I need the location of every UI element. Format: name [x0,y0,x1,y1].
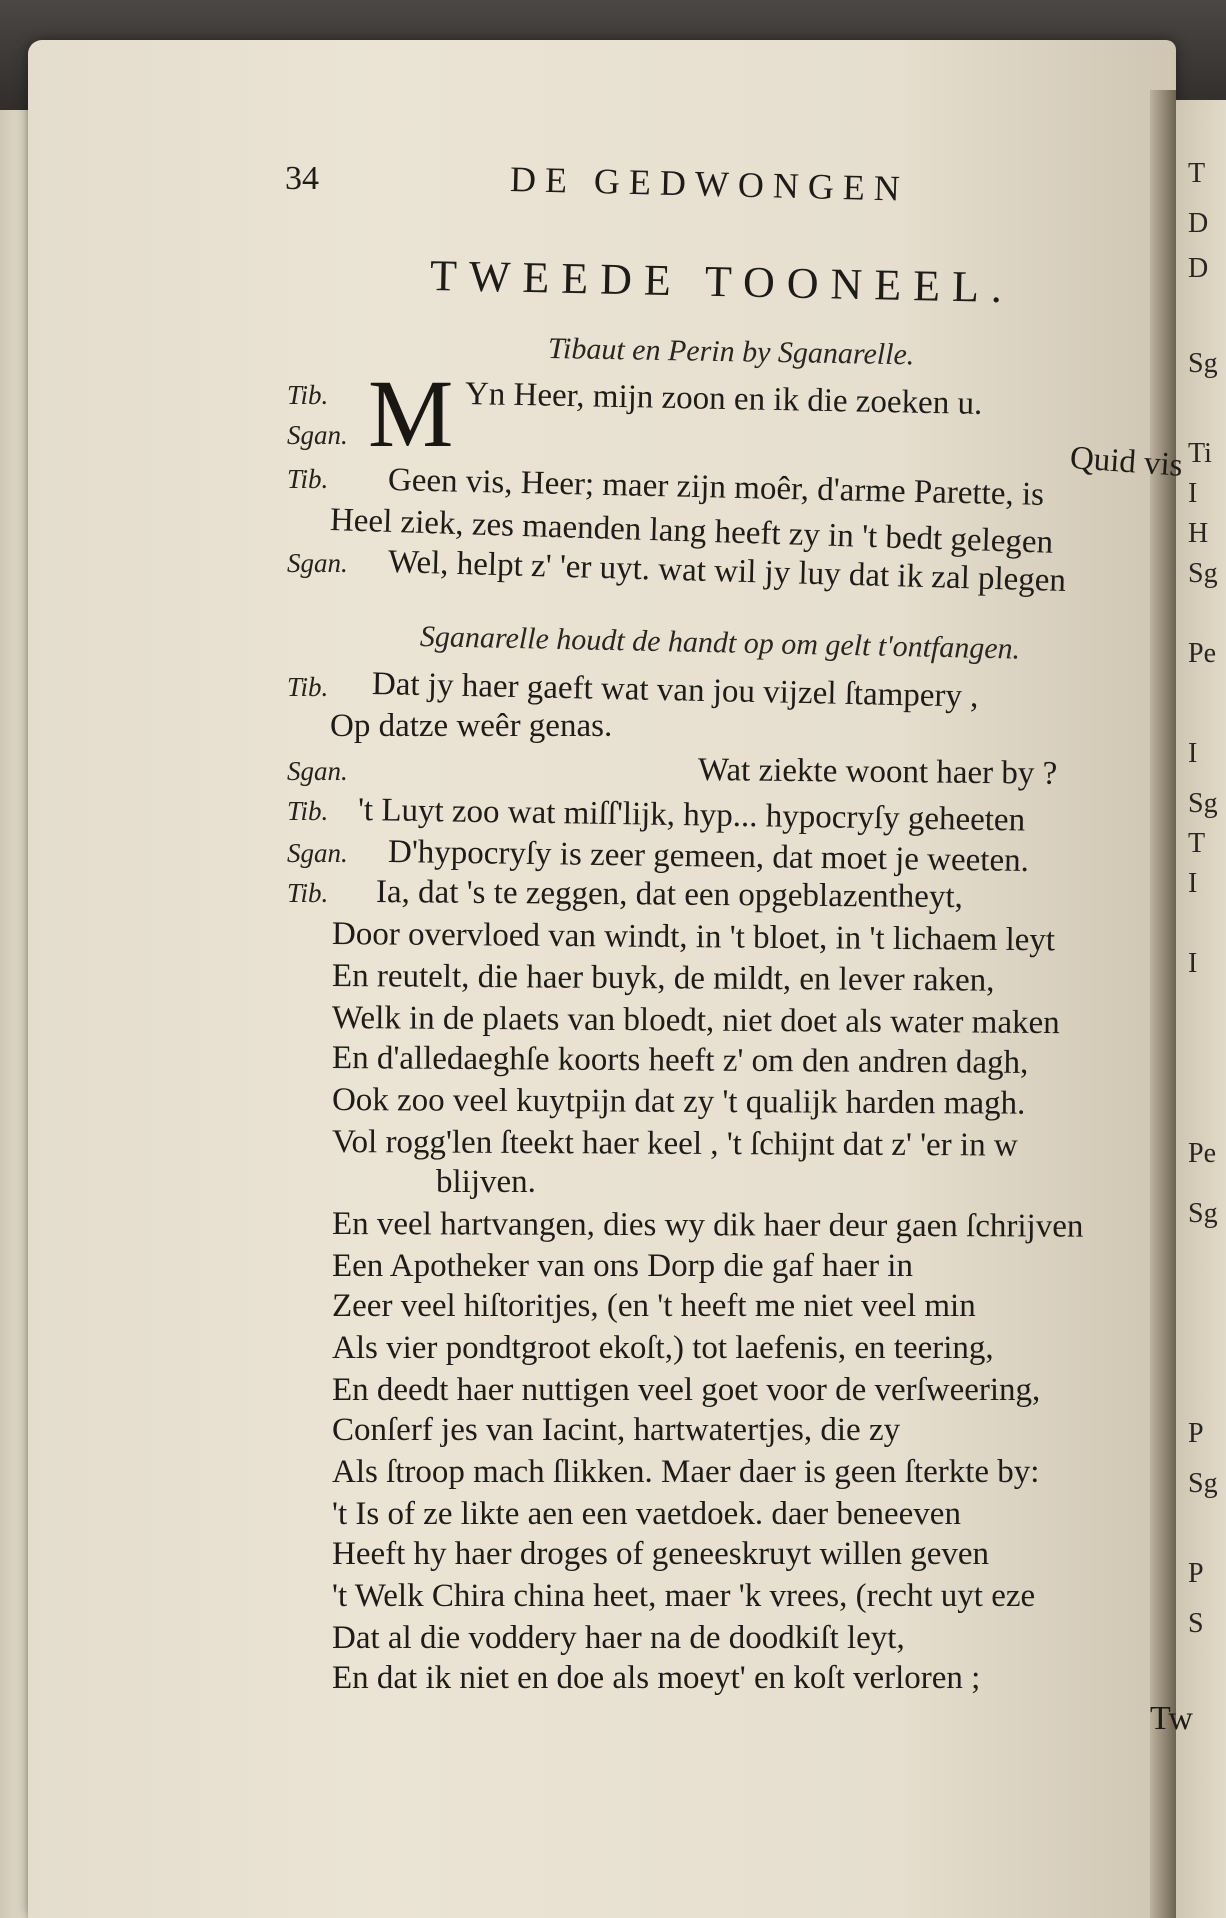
verse-line: Vol rogg'len ſteekt haer keel , 't ſchijnt dat z' 'er in w [331,1124,1018,1164]
speaker-label: Sgan. [287,548,348,578]
next-page-letter: T [1188,828,1206,859]
next-page-letter: Sg [1188,558,1218,589]
page-number: 34 [285,160,319,197]
next-page-letter: I [1188,948,1198,979]
speaker-label: Tib. [287,464,329,494]
verse-line: Yn Heer, mijn zoon en ik die zoeken u. [464,376,983,422]
verse-line: Heeft hy haer droges of geneeskruyt willen geven [332,1536,990,1572]
verse-line: D'hypocryſy is zeer gemeen, dat moet je weeten. [387,834,1030,879]
next-page-letter: P [1188,1558,1204,1589]
next-page-letter: Ti [1188,438,1212,469]
verse-line: Door overvloed van windt, in 't bloet, in 't lichaem leyt [331,916,1056,959]
verse-line: Heel ziek, zes maenden lang heeft zy in 't bedt gelegen [329,502,1054,561]
verse-line: Ook zoo veel kuytpijn dat zy 't qualijk harden magh. [331,1082,1026,1122]
verse-line: Geen vis, Heer; maer zijn moêr, d'arme Parette, is [387,462,1045,513]
scene-title: TWEEDE TOONEEL. [429,251,1015,313]
next-page-letter: P [1188,1418,1204,1449]
drop-cap: M [368,360,454,467]
verse-line: Conſerf jes van Iacint, hartwatertjes, die zy [332,1412,901,1448]
verse-line: Als vier pondtgroot ekoſt,) tot laefenis, en teering, [332,1330,994,1366]
verse-line: Welk in de plaets van bloedt, niet doet als water maken [331,1000,1060,1042]
verse-line: Ia, dat 's te zeggen, dat een opgeblazentheyt, [375,874,963,916]
next-page-letter: D [1188,208,1209,239]
speaker-label: Tib. [287,380,329,410]
verse-line: Wel, helpt z' 'er uyt. wat wil jy luy dat ik zal plegen [387,544,1067,599]
next-page-letter: Pe [1188,638,1216,669]
verse-line: Quid vis [1068,440,1184,484]
stage-direction: Tibaut en Perin by Sganarelle. [547,332,915,372]
verse-line: Dat jy haer gaeft wat van jou vijzel ſtampery , [371,666,979,715]
verse-line: Zeer veel hiſtoritjes, (en 't heeft me niet veel min [332,1288,976,1324]
next-page-letter: Sg [1188,788,1218,819]
running-head: DE GEDWONGEN [509,159,910,209]
next-page-letter: T [1188,158,1206,189]
speaker-label: Sgan. [287,756,348,786]
book-gutter [1150,90,1176,1918]
verse-line: Wat ziekte woont haer by ? [697,752,1058,792]
verse-line: En reutelt, die haer buyk, de mildt, en lever raken, [331,958,995,999]
verse-line: En dat ik niet en doe als moeyt' en koſt verloren ; [332,1660,981,1696]
speaker-label: Tib. [287,878,329,908]
next-page-letter: I [1188,868,1198,899]
catchword: Tw [1150,1700,1193,1737]
verse-line: Op datze weêr genas. [330,708,613,744]
verse-line: Dat al die voddery haer na de doodkiſt leyt, [332,1620,905,1656]
next-page-letter: I [1188,738,1198,769]
verse-line: 't Welk Chira china heet, maer 'k vrees, (recht uyt eze [332,1578,1036,1614]
next-page-letter: D [1188,253,1209,284]
verse-line: 't Is of ze likte aen een vaetdoek. daer beneeven [332,1496,961,1532]
stage-direction: Sganarelle houdt de handt op om gelt t'ontfangen. [419,620,1021,666]
speaker-label: Sgan. [287,420,348,450]
verse-line: Als ſtroop mach ſlikken. Maer daer is geen ſterkte by: [332,1454,1040,1490]
verse-line: Een Apotheker van ons Dorp die gaf haer in [332,1248,913,1284]
next-page-letter: Sg [1188,1198,1218,1229]
next-page-letter: S [1188,1608,1204,1639]
next-page-letter: Sg [1188,1468,1218,1499]
verse-line: En d'alledaeghſe koorts heeft z' om den andren dagh, [331,1040,1029,1081]
next-page-letter: I [1188,478,1198,509]
verse-line: En deedt haer nuttigen veel goet voor de verſweering, [332,1372,1041,1408]
verse-line: 't Luyt zoo wat miſſ'lijk, hyp... hypocryſy geheeten [357,792,1026,839]
next-page-letter: Sg [1188,348,1218,379]
next-page-edge [1176,100,1226,1918]
speaker-label: Tib. [287,796,329,826]
verse-line: blijven. [436,1164,536,1200]
speaker-label: Sgan. [287,838,348,868]
next-page-letter: Pe [1188,1138,1216,1169]
speaker-label: Tib. [287,672,329,702]
verse-line: En veel hartvangen, dies wy dik haer deur gaen ſchrijven [331,1206,1084,1245]
next-page-letter: H [1188,518,1209,549]
